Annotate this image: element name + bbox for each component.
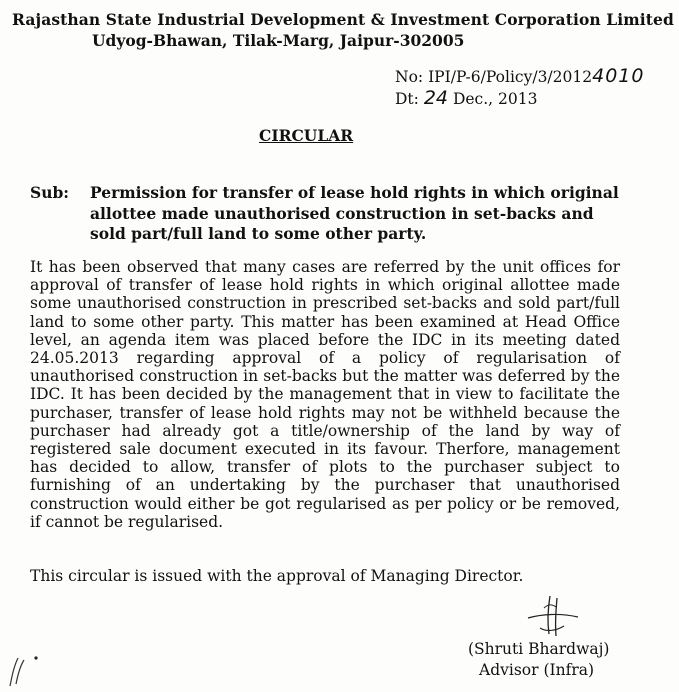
reference-date-label: Dt: [395,90,419,108]
signatory-name: (Shruti Bhardwaj) [468,640,610,658]
document-title: CIRCULAR [259,126,354,145]
approval-statement: This circular is issued with the approval of Managing Director. [30,567,524,585]
reference-number-label: No: [395,68,424,86]
subject-text: Permission for transfer of lease hold rights in which original allottee made unauthorised construction in set-backs and sold part/full land to some other party. [90,183,619,243]
margin-ink-mark [4,648,48,688]
reference-number-handwritten: 4010 [592,65,645,87]
reference-date-rest: Dec., 2013 [452,90,538,108]
reference-date-day-handwritten: 24 [423,87,449,109]
organization-name: Rajasthan State Industrial Development & Investment Corporation Limited [12,10,674,29]
reference-number [395,65,644,87]
body-paragraph: It has been observed that many cases are referred by the unit offices for approval of transfer of lease hold rights in which original allottee made some unauthorised construction in prescribed set-backs and sold part/full land to some other party. This matter has been examined at Head Office level, an agenda item was placed before the IDC in its meeting dated 24.05.2013 regarding approval of a policy of regularisation of unauthorised construction in set-backs but the matter was deferred by the IDC. It has been decided by the management that in view to facilitate the purchaser, transfer of lease hold rights may not be withheld because the purchaser had already got a title/ownership of the land by way of registered sale document executed in its favour. Therfore, management has decided to allow, transfer of plots to the purchaser subject to furnishing of an undertaking by the purchaser that unauthorised construction would either be got regularised as per policy or be removed, if cannot be regularised. [30,258,620,531]
reference-number-value: IPI/P-6/Policy/3/2012 [428,68,593,86]
reference-date [395,87,537,109]
signature-mark [520,594,582,638]
organization-address: Udyog-Bhawan, Tilak-Marg, Jaipur-302005 [92,31,465,50]
subject-label: Sub: [30,183,70,202]
signatory-designation: Advisor (Infra) [479,661,595,679]
